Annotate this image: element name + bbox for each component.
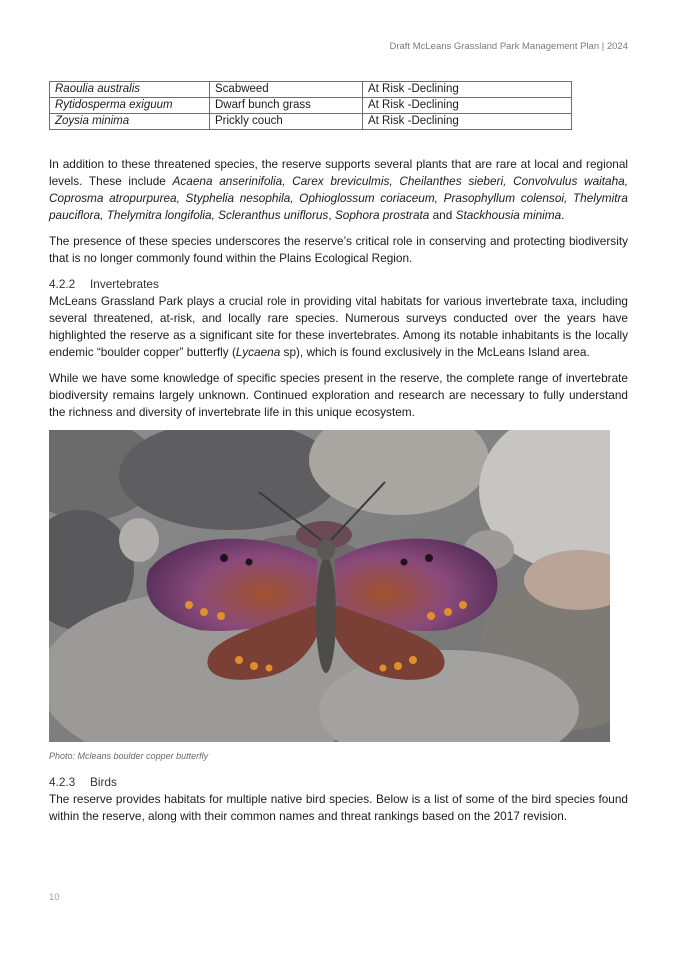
scientific-name-cell: Raoulia australis <box>50 82 210 98</box>
status-cell: At Risk -Declining <box>363 114 572 130</box>
table-row <box>50 82 572 98</box>
butterfly-photo <box>49 430 610 742</box>
status-cell: At Risk -Declining <box>363 98 572 114</box>
invertebrates-paragraph: McLeans Grassland Park plays a crucial role in providing vital habitats for various invertebrate taxa, including several threatened, at-risk, and locally rare species. Numerous surveys conducted over the years have highlighted the reserve as a significant site for these invertebrates. Among its notable inhabitants is the locally endemic “boulder copper” butterfly (Lycaena sp), which is found exclusively in the McLeans Island area. <box>49 294 628 359</box>
birds-heading: 4.2.3 Birds <box>49 775 117 789</box>
table-row <box>50 114 572 130</box>
invertebrate-knowledge-paragraph: While we have some knowledge of specific species present in the reserve, the complete range of invertebrate biodiversity remains largely unknown. Continued exploration and research are necessary to fully understand the richness and diversity of invertebrate life in this unique ecosystem. <box>49 371 628 419</box>
species-table <box>49 81 572 130</box>
main-content <box>49 156 628 834</box>
rare-species-list: Acaena anserinifolia, Carex breviculmis, Cheilanthes sieberi, Convolvulus waitaha, Coprosma atropurpurea, Styphelia nesophila, Ophioglossum coriaceum, Prasophyllum colensoi, Thelymitra pauciflora, Thelymitra longifolia, Scleranthus uniflorus <box>49 174 628 222</box>
table-row <box>50 98 572 114</box>
common-name-cell: Scabweed <box>210 82 363 98</box>
common-name-cell: Dwarf bunch grass <box>210 98 363 114</box>
photo-caption: Photo: Mcleans boulder copper butterfly <box>49 751 209 761</box>
biodiversity-paragraph: The presence of these species underscores the reserve’s critical role in conserving and protecting biodiversity that is no longer commonly found within the Plains Ecological Region. <box>49 234 628 265</box>
invertebrates-heading: 4.2.2 Invertebrates <box>49 277 159 291</box>
page-number: 10 <box>49 892 60 903</box>
scientific-name-cell: Zoysia minima <box>50 114 210 130</box>
birds-paragraph: The reserve provides habitats for multiple native bird species. Below is a list of some of the bird species found within the reserve, along with their common names and threat rankings based on the 2017 revision. <box>49 792 628 823</box>
common-name-cell: Prickly couch <box>210 114 363 130</box>
page-header: Draft McLeans Grassland Park Management Plan | 2024 <box>389 41 628 52</box>
rare-plants-paragraph: In addition to these threatened species, the reserve supports several plants that are rare at local and regional levels. These include Acaena anserinifolia, Carex breviculmis, Cheilanthes sieberi, Convolvulus waitaha, Coprosma atropurpurea, Styphelia nesophila, Ophioglossum coriaceum, Prasophyllum colensoi, Thelymitra pauciflora, Thelymitra longifolia, Scleranthus uniflorus, Sophora prostrata and Stackhousia minima. <box>49 157 628 222</box>
scientific-name-cell: Rytidosperma exiguum <box>50 98 210 114</box>
status-cell: At Risk -Declining <box>363 82 572 98</box>
